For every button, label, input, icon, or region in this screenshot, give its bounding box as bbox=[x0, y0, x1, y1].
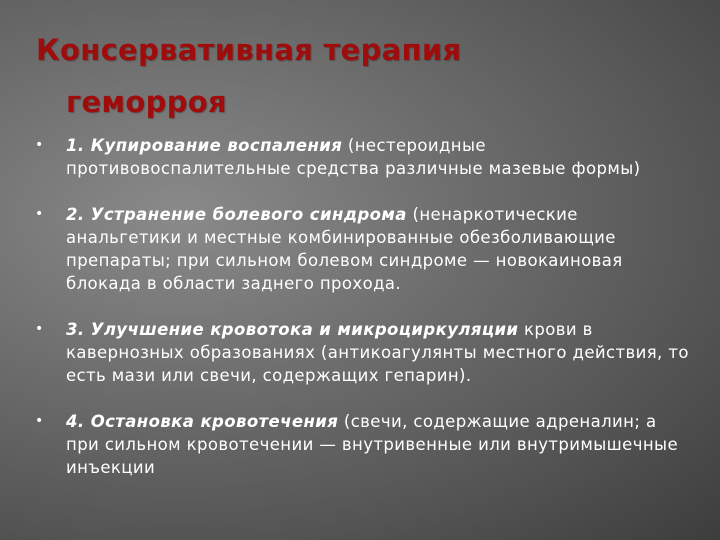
bullet-icon: • bbox=[35, 413, 44, 429]
slide-title-line-2: геморроя bbox=[66, 85, 227, 119]
slide-title bbox=[36, 24, 696, 128]
bullet-item-heading: 4. Остановка кровотечения bbox=[66, 412, 339, 431]
bullet-item-3 bbox=[0, 318, 720, 387]
bullet-icon: • bbox=[35, 321, 44, 337]
bullet-item-text: (нестероидные противовоспалительные средства различные мазевые формы) bbox=[66, 136, 641, 178]
bullet-item-text: (ненаркотические анальгетики и местные комбинированные обезболивающие препараты; при сильном болевом синдроме — новокаиновая блокада в области заднего прохода. bbox=[66, 205, 623, 293]
bullet-list bbox=[0, 134, 720, 502]
bullet-item-heading: 3. Улучшение кровотока и микроциркуляции bbox=[66, 320, 519, 339]
bullet-item-2 bbox=[0, 203, 720, 295]
slide-title-line-1: Консервативная терапия bbox=[36, 33, 462, 67]
bullet-item-text: крови в кавернозных образованиях (антикоагулянты местного действия, то есть мази или свечи, содержащих гепарин). bbox=[66, 320, 689, 385]
bullet-item-4 bbox=[0, 410, 720, 479]
bullet-icon: • bbox=[35, 137, 44, 153]
bullet-item-heading: 1. Купирование воспаления bbox=[66, 136, 343, 155]
bullet-icon: • bbox=[35, 206, 44, 222]
bullet-item-heading: 2. Устранение болевого синдрома bbox=[66, 205, 407, 224]
bullet-item-1 bbox=[0, 134, 720, 180]
bullet-item-text: (свечи, содержащие адреналин; а при сильном кровотечении — внутривенные или внутримышечные инъекции bbox=[66, 412, 679, 477]
